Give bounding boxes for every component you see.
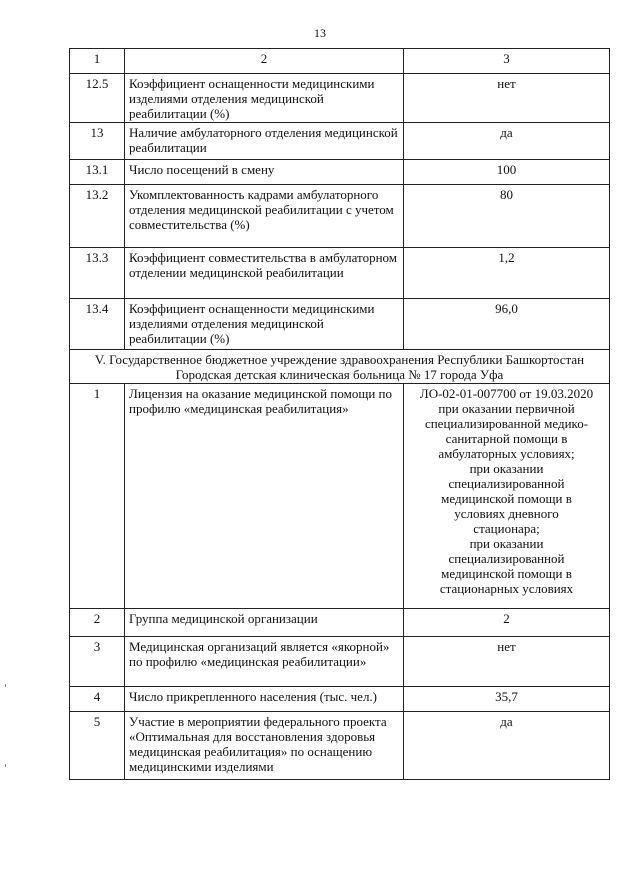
header-col-1: 1 <box>70 49 125 74</box>
row-label: Участие в мероприятии федерального проекта «Оптимальная для восстановления здоровья медицинская реабилитация» по оснащению медицинскими изделиями <box>125 712 404 780</box>
row-value: нет <box>404 74 610 123</box>
data-table <box>69 48 610 780</box>
table-row <box>70 637 610 687</box>
page-number: 13 <box>314 26 326 40</box>
row-label: Группа медицинской организации <box>125 609 404 637</box>
row-number: 2 <box>70 609 125 637</box>
table-row <box>70 712 610 780</box>
row-value: 80 <box>404 185 610 248</box>
header-col-2: 2 <box>125 49 404 74</box>
row-label: Коэффициент оснащенности медицинскими изделиями отделения медицинской реабилитации (%) <box>125 74 404 123</box>
license-value: ЛО-02-01-007700 от 19.03.2020 при оказании первичной специализированной медико- санитарной помощи в амбулаторных условиях; при оказании специализированной медицинской помощи в условиях дневного стационара; при оказании специализированной медицинской помощи в стационарных условиях <box>404 384 610 609</box>
row-number: 13.2 <box>70 185 125 248</box>
row-label: Коэффициент совместительства в амбулаторном отделении медицинской реабилитации <box>125 248 404 299</box>
table-row <box>70 123 610 160</box>
row-value: 35,7 <box>404 687 610 712</box>
row-number: 12.5 <box>70 74 125 123</box>
row-value: да <box>404 712 610 780</box>
row-number: 13 <box>70 123 125 160</box>
scan-mark <box>5 684 6 687</box>
row-label: Укомплектованность кадрами амбулаторного отделения медицинской реабилитации с учетом совместительства (%) <box>125 185 404 248</box>
row-number: 3 <box>70 637 125 687</box>
section-row <box>70 350 610 384</box>
table-row <box>70 687 610 712</box>
row-label: Лицензия на оказание медицинской помощи по профилю «медицинская реабилитация» <box>125 384 404 609</box>
table-row <box>70 160 610 185</box>
row-number: 13.1 <box>70 160 125 185</box>
row-number: 5 <box>70 712 125 780</box>
row-value: нет <box>404 637 610 687</box>
table-row <box>70 609 610 637</box>
header-col-3: 3 <box>404 49 610 74</box>
table-header-row <box>70 49 610 74</box>
row-number: 13.3 <box>70 248 125 299</box>
table-row <box>70 248 610 299</box>
section-title: V. Государственное бюджетное учреждение здравоохранения Республики Башкортостан Городская детская клиническая больница № 17 города Уфа <box>70 350 610 384</box>
row-label: Медицинская организаций является «якорной» по профилю «медицинская реабилитации» <box>125 637 404 687</box>
row-number: 1 <box>70 384 125 609</box>
table-row <box>70 384 610 609</box>
row-value: да <box>404 123 610 160</box>
scan-mark <box>5 764 6 767</box>
table-row <box>70 299 610 350</box>
table-row <box>70 185 610 248</box>
row-number: 13.4 <box>70 299 125 350</box>
row-label: Число прикрепленного населения (тыс. чел.) <box>125 687 404 712</box>
row-value: 96,0 <box>404 299 610 350</box>
row-value: 1,2 <box>404 248 610 299</box>
row-value: 2 <box>404 609 610 637</box>
row-value: 100 <box>404 160 610 185</box>
row-label: Число посещений в смену <box>125 160 404 185</box>
row-number: 4 <box>70 687 125 712</box>
table-row <box>70 74 610 123</box>
row-label: Коэффициент оснащенности медицинскими изделиями отделения медицинской реабилитации (%) <box>125 299 404 350</box>
row-label: Наличие амбулаторного отделения медицинской реабилитации <box>125 123 404 160</box>
